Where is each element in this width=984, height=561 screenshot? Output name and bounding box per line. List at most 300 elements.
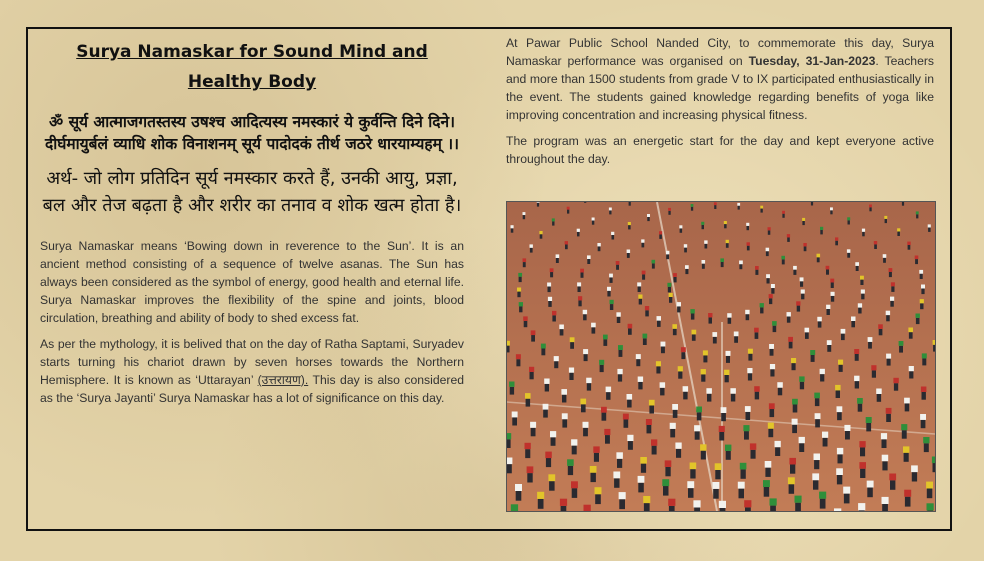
student-shirt [604,429,610,435]
student-pants [836,390,840,398]
student-pants [831,283,834,289]
student-shirt [730,388,736,394]
student-shirt [672,324,677,329]
student-shirt [769,294,773,298]
student-shirt [826,305,830,309]
student-pants [569,373,573,380]
student-pants [607,291,610,297]
student-pants [691,207,693,211]
student-pants [560,329,564,335]
student-pants [748,373,752,380]
student-pants [628,441,633,450]
student-shirt [601,407,607,413]
student-pants [886,414,891,422]
student-pants [802,221,804,225]
student-pants [684,248,687,253]
student-shirt [537,492,544,499]
mantra-meaning: अर्थ- जो लोग प्रतिदिन सूर्य नमस्कार करते हैं, उनकी आयु, प्रज्ञा, बल और तेज बढ़ता है और शरीर का तनाव व शोक खत्म होता है। [42,168,462,216]
student-pants [507,439,511,448]
student-shirt [927,503,934,510]
student-pants [916,318,920,324]
student-shirt [889,268,893,272]
student-pants [838,454,843,463]
student-pants [694,508,700,512]
student-shirt [770,364,775,369]
student-pants [778,388,782,396]
student-pants [886,315,890,321]
student-pants [567,210,569,214]
student-pants [720,508,726,511]
student-pants [614,478,619,488]
student-shirt [567,207,570,210]
student-pants [628,225,631,229]
student-pants [572,446,577,455]
student-shirt [904,398,910,404]
student-shirt [766,274,770,278]
student-shirt [628,324,633,329]
student-pants [890,301,893,307]
student-pants [663,486,669,496]
student-shirt [868,337,873,342]
student-pants [766,251,769,256]
student-pants [647,425,652,433]
mantra-line-1: ॐ सूर्य आत्माजगतस्तस्य उषश्च आदित्यस्य नमस्कारं ये कुर्वन्ति दिने दिने। [49,113,455,131]
student-shirt [901,424,907,430]
student-pants [724,224,727,228]
student-shirt [583,310,587,314]
student-pants [660,388,664,396]
student-pants [726,356,730,363]
student-shirt [919,270,923,274]
student-shirt [556,254,560,258]
student-pants [820,374,824,381]
student-shirt [593,446,599,452]
student-pants [904,453,909,462]
student-pants [797,306,800,312]
student-shirt [679,225,682,228]
student-shirt [687,481,694,488]
student-shirt [884,216,887,219]
student-shirt [724,370,729,375]
student-shirt [886,354,891,359]
student-pants [705,244,708,249]
student-shirt [837,406,843,412]
student-pants [885,219,887,223]
student-pants [641,464,646,473]
student-pants [531,335,535,342]
student-pants [661,346,665,353]
student-shirt [577,282,581,286]
student-shirt [822,432,828,438]
student-shirt [677,302,681,306]
student-pants [568,466,573,475]
program-paragraph: The program was an energetic start for the day and kept everyone active throughout the day. [506,134,934,166]
student-pants [721,413,726,421]
student-shirt [691,204,694,207]
student-shirt [701,222,704,225]
student-shirt [627,435,633,441]
student-shirt [609,208,612,211]
student-shirt [747,242,750,245]
student-shirt [787,312,791,316]
student-pants [690,469,695,478]
student-shirt [891,282,895,286]
student-pants [523,215,525,219]
student-pants [869,207,871,211]
student-shirt [715,463,722,470]
student-shirt [739,261,743,265]
student-pants [577,232,580,237]
student-pants [721,262,724,267]
student-pants [548,287,551,293]
student-pants [719,432,724,441]
student-pants [899,346,903,353]
student-shirt [645,306,649,310]
student-shirt [523,212,526,215]
student-shirt [799,376,804,381]
student-shirt [583,349,588,354]
student-pants [707,394,711,402]
student-shirt [681,347,686,352]
surya-namaskar-crowd-image [507,202,935,511]
right-column [506,34,934,176]
student-shirt [911,465,918,472]
student-shirt [781,256,785,260]
student-shirt [771,284,775,288]
student-pants [649,406,654,414]
student-pants [739,489,745,499]
student-pants [587,383,591,391]
student-shirt [876,389,882,395]
student-shirt [726,351,731,356]
student-pants [921,289,924,295]
student-shirt [796,301,800,305]
student-shirt [791,358,796,363]
student-pants [728,318,732,324]
student-pants [709,317,713,323]
student-pants [647,217,649,221]
student-pants [792,425,797,433]
student-pants [685,269,688,274]
student-pants [619,499,625,509]
student-pants [519,277,522,282]
student-shirt [550,268,554,272]
student-shirt [777,382,783,388]
student-shirt [878,324,883,329]
student-shirt [847,217,850,220]
student-pants [755,392,759,400]
student-shirt [559,325,564,330]
student-pants [600,365,604,372]
student-pants [921,420,926,428]
student-shirt [838,360,843,365]
event-text-start: At Pawar Public School Nanded City, to commemorate this day, Surya Namaskar performance was organised on [506,36,934,68]
student-pants [519,306,522,312]
student-pants [561,506,567,511]
student-shirt [638,377,643,382]
student-pants [616,265,619,270]
student-pants [517,292,520,298]
student-shirt [547,283,551,287]
student-pants [605,435,610,444]
student-shirt [539,231,542,234]
student-shirt [803,243,806,246]
student-pants [844,494,850,504]
student-pants [583,428,588,437]
student-shirt [820,227,823,230]
student-shirt [656,361,661,366]
student-shirt [916,314,920,318]
student-pants [879,329,883,335]
student-pants [847,253,850,258]
student-pants [792,363,796,370]
student-pants [837,412,842,420]
student-pants [638,382,642,390]
student-pants [554,361,558,368]
student-shirt [915,256,919,260]
student-shirt [782,211,785,214]
student-pants [549,481,555,491]
student-pants [841,334,845,341]
student-shirt [766,248,770,252]
student-shirt [889,474,896,481]
student-pants [726,243,729,248]
student-pants [805,332,809,339]
student-shirt [899,341,904,346]
student-pants [531,428,536,437]
student-shirt [662,479,669,486]
student-pants [530,372,534,379]
student-shirt [684,244,687,247]
student-shirt [690,309,694,313]
student-shirt [525,393,531,399]
student-pants [617,459,622,468]
student-shirt [643,496,650,503]
student-pants [726,451,731,460]
student-pants [581,273,584,278]
student-pants [905,497,911,507]
student-pants [618,374,622,381]
student-pants [845,431,850,440]
student-shirt [812,473,819,480]
student-pants [741,470,746,479]
student-shirt [548,297,552,301]
student-pants [668,211,670,215]
student-pants [820,230,823,234]
student-pants [908,245,911,250]
student-shirt [583,422,589,428]
student-pants [677,306,680,312]
student-pants [787,317,791,323]
student-pants [524,321,528,327]
student-shirt [693,500,700,507]
student-pants [570,342,574,349]
student-pants [739,264,742,269]
student-pants [746,412,751,420]
student-pants [538,499,544,509]
student-shirt [643,334,648,339]
student-pants [725,375,729,382]
student-shirt [836,468,843,475]
student-shirt [587,255,591,259]
student-shirt [750,443,756,449]
intro-paragraph: Surya Namaskar means ‘Bowing down in reverence to the Sun’. It is an ancient method consisting of a sequence of twelve asanas. The Sun has always been considered as the symbol of energy, good health and eternal life. Surya Namaskar improves the flexibility of the spine and joints, blood circulation, breathing and ability of body to shed excess fat. [40,239,464,325]
student-shirt [933,340,935,345]
mythology-paragraph [40,335,464,407]
student-pants [747,226,750,230]
student-shirt [714,202,717,205]
student-pants [748,354,752,361]
student-pants [826,270,829,275]
student-pants [851,321,855,327]
student-shirt [641,239,644,242]
student-pants [609,210,611,214]
student-shirt [678,366,683,371]
student-pants [789,484,795,494]
student-pants [578,300,581,306]
student-pants [811,355,815,362]
student-shirt [569,368,574,373]
student-pants [512,417,517,425]
student-pants [592,327,596,333]
student-shirt [597,243,600,246]
student-shirt [665,460,672,467]
student-pants [848,220,850,224]
student-shirt [859,462,866,469]
student-shirt [584,505,591,511]
student-shirt [543,404,549,410]
student-shirt [613,472,620,479]
student-pants [643,338,647,345]
student-shirt [609,274,613,278]
student-pants [912,472,917,481]
student-pants [642,243,645,248]
student-pants [552,221,554,225]
student-shirt [704,240,707,243]
student-shirt [694,425,700,431]
student-pants [815,419,820,427]
student-pants [755,332,759,339]
student-shirt [545,452,552,459]
student-pants [782,214,784,218]
student-pants [861,294,864,300]
student-shirt [851,317,856,322]
student-pants [541,349,545,356]
student-pants [673,329,677,335]
student-pants [874,244,877,249]
student-shirt [638,476,645,483]
student-shirt [541,344,546,349]
student-shirt [692,330,697,335]
student-pants [769,298,772,304]
student-shirt [516,354,521,359]
student-shirt [683,386,689,392]
student-pants [595,494,601,504]
student-shirt [747,368,752,373]
student-pants [818,321,822,327]
student-shirt [560,499,567,506]
mythology-text-start: As per the mythology, it is belived that on the day of Ratha Saptami, Suryadev starts turning his chariot drawn by seven horses towards the Northern Hemisphere. It is known as ‘Uttarayan’ [40,337,464,387]
student-pants [790,465,795,474]
student-shirt [922,353,927,358]
student-shirt [570,337,575,342]
student-shirt [713,482,720,489]
student-pants [548,301,551,307]
student-shirt [800,277,804,281]
student-shirt [550,431,556,437]
student-shirt [908,328,913,333]
student-shirt [659,231,662,234]
mantra-line-2: दीर्घमायुर्बलं व्याधि शोक विनाशनम् सूर्य पादोदकं तीर्थ जठरे धारयाम्यहम् ।। [44,135,459,153]
mythology-text-end: This day is also considered as the ‘Surya Jayanti’ Surya Namaskar has a lot of significance on this day. [40,373,464,405]
student-shirt [886,311,890,315]
student-shirt [651,439,657,445]
student-pants [681,352,685,359]
student-pants [814,460,819,469]
student-pants [915,259,918,264]
student-shirt [827,340,832,345]
student-pants [701,374,705,381]
student-shirt [926,482,933,489]
student-shirt [618,345,623,350]
student-pants [642,274,645,279]
student-shirt [819,492,826,499]
student-shirt [923,437,929,443]
student-shirt [743,425,749,431]
student-shirt [805,328,810,333]
student-shirt [844,425,850,431]
student-pants [516,359,520,366]
student-pants [902,202,904,206]
student-pants [702,225,705,229]
student-pants [799,443,804,452]
student-pants [768,429,773,438]
student-shirt [727,313,731,317]
student-pants [909,371,913,378]
student-pants [800,281,803,287]
student-pants [811,202,813,206]
student-pants [603,339,607,346]
uttarayan-hindi: (उत्तरायण). [257,373,309,387]
student-shirt [858,303,862,307]
student-pants [867,488,873,498]
student-shirt [860,276,864,280]
student-shirt [788,477,795,484]
student-pants [877,394,881,402]
student-shirt [719,501,726,508]
student-shirt [738,482,745,489]
student-shirt [814,393,820,399]
student-pants [617,317,621,323]
student-pants [657,321,661,327]
student-shirt [920,299,924,303]
student-shirt [515,484,522,491]
student-shirt [904,490,911,497]
student-shirt [512,412,518,418]
student-shirt [519,302,523,306]
student-shirt [890,297,894,301]
student-pants [782,259,785,264]
student-shirt [523,316,528,321]
student-shirt [623,414,629,420]
student-shirt [866,417,872,423]
student-shirt [673,273,677,277]
student-pants [695,431,700,440]
student-pants [768,230,771,234]
student-shirt [835,237,838,240]
student-shirt [552,311,556,315]
student-shirt [932,457,935,464]
